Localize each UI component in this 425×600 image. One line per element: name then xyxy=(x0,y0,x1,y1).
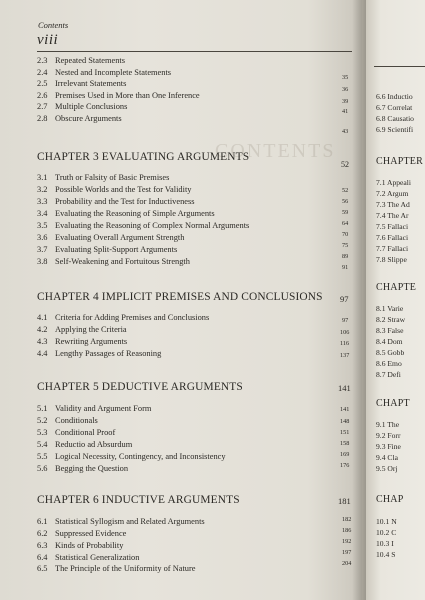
toc-entry: 9.4 Cla xyxy=(376,453,398,462)
toc-entry: 4.1 Criteria for Adding Premises and Conclusions xyxy=(37,313,210,322)
toc-page-number: 116 xyxy=(340,340,350,347)
toc-entry: 6.3 Kinds of Probability xyxy=(37,541,124,550)
toc-entry: 9.5 Orj xyxy=(376,464,398,473)
chapter-page-number: 141 xyxy=(338,383,351,393)
toc-entry: 3.1 Truth or Falsity of Basic Premises xyxy=(37,173,170,182)
page-number: viii xyxy=(37,32,59,48)
toc-entry: 10.4 S xyxy=(376,550,396,559)
toc-entry: 9.2 Forr xyxy=(376,431,401,440)
toc-page-number: 141 xyxy=(340,406,350,413)
chapter-heading: CHAPT xyxy=(376,398,410,409)
toc-entry: 10.2 C xyxy=(376,528,397,537)
toc-entry: 7.1 Appeali xyxy=(376,178,412,187)
toc-page-number: 59 xyxy=(342,209,349,216)
toc-entry: 2.6 Premises Used in More than One Inference xyxy=(37,91,200,100)
toc-page-number: 97 xyxy=(342,317,349,324)
toc-page-number: 64 xyxy=(342,220,349,227)
toc-entry: 4.2 Applying the Criteria xyxy=(37,325,127,334)
toc-entry: 6.1 Statistical Syllogism and Related Arguments xyxy=(37,517,205,526)
toc-page-number: 137 xyxy=(340,352,350,359)
toc-entry: 2.7 Multiple Conclusions xyxy=(37,102,128,111)
toc-entry: 7.3 The Ad xyxy=(376,200,410,209)
right-page xyxy=(366,0,425,600)
toc-entry: 8.3 False xyxy=(376,326,404,335)
chapter-page-number: 97 xyxy=(340,294,349,304)
header-rule xyxy=(37,51,352,52)
toc-page-number: 158 xyxy=(340,440,350,447)
toc-entry: 2.4 Nested and Incomplete Statements xyxy=(37,68,172,77)
toc-entry: 3.4 Evaluating the Reasoning of Simple Arguments xyxy=(37,209,215,218)
toc-entry: 5.5 Logical Necessity, Contingency, and Inconsistency xyxy=(37,452,226,461)
toc-entry: 6.2 Suppressed Evidence xyxy=(37,529,127,538)
toc-entry: 2.8 Obscure Arguments xyxy=(37,114,122,123)
chapter-heading: CHAP xyxy=(376,494,404,505)
toc-entry: 5.2 Conditionals xyxy=(37,416,98,425)
running-head: Contents xyxy=(38,20,69,30)
toc-entry: 3.8 Self-Weakening and Fortuitous Strength xyxy=(37,257,190,266)
toc-entry: 4.3 Rewriting Arguments xyxy=(37,337,128,346)
toc-entry: 3.5 Evaluating the Reasoning of Complex Normal Arguments xyxy=(37,221,250,230)
toc-entry: 10.1 N xyxy=(376,517,397,526)
toc-entry: 3.7 Evaluating Split-Support Arguments xyxy=(37,245,178,254)
toc-entry: 6.5 The Principle of the Uniformity of Nature xyxy=(37,564,196,573)
toc-page-number: 151 xyxy=(340,429,350,436)
toc-entry: 3.2 Possible Worlds and the Test for Validity xyxy=(37,185,192,194)
toc-entry: 3.3 Probability and the Test for Inductiveness xyxy=(37,197,195,206)
toc-page-number: 52 xyxy=(342,187,349,194)
chapter-heading: CHAPTER 3 EVALUATING ARGUMENTS xyxy=(37,151,250,163)
toc-entry: 9.3 Fine xyxy=(376,442,401,451)
toc-page-number: 169 xyxy=(340,451,350,458)
chapter-heading: CHAPTER 4 IMPLICIT PREMISES AND CONCLUSIONS xyxy=(37,291,323,303)
toc-page-number: 148 xyxy=(340,418,350,425)
toc-page-number: 204 xyxy=(342,560,352,567)
chapter-page-number: 52 xyxy=(341,160,349,169)
toc-entry: 5.6 Begging the Question xyxy=(37,464,129,473)
toc-entry: 7.8 Slippe xyxy=(376,255,407,264)
toc-entry: 6.6 Inductio xyxy=(376,92,413,101)
toc-page-number: 56 xyxy=(342,198,349,205)
bleed-through-text: CONTENTS xyxy=(215,140,336,162)
toc-page-number: 192 xyxy=(342,538,352,545)
toc-entry: 8.2 Straw xyxy=(376,315,406,324)
toc-entry: 7.2 Argum xyxy=(376,189,409,198)
toc-page-number: 41 xyxy=(342,108,349,115)
toc-entry: 10.3 I xyxy=(376,539,394,548)
toc-entry: 2.5 Irrelevant Statements xyxy=(37,79,127,88)
chapter-heading: CHAPTER 6 INDUCTIVE ARGUMENTS xyxy=(37,494,240,506)
toc-entry: 8.5 Gobb xyxy=(376,348,405,357)
toc-entry: 7.7 Fallaci xyxy=(376,244,409,253)
chapter-heading: CHAPTER 5 DEDUCTIVE ARGUMENTS xyxy=(37,381,243,393)
toc-page-number: 182 xyxy=(342,516,352,523)
chapter-page-number: 181 xyxy=(338,496,351,506)
toc-entry: 7.5 Fallaci xyxy=(376,222,409,231)
toc-entry: 3.6 Evaluating Overall Argument Strength xyxy=(37,233,185,242)
toc-entry: 8.6 Emo xyxy=(376,359,402,368)
toc-entry: 8.1 Varie xyxy=(376,304,404,313)
toc-entry: 6.8 Causatio xyxy=(376,114,414,123)
toc-entry: 9.1 The xyxy=(376,420,400,429)
toc-entry: 8.4 Dom xyxy=(376,337,403,346)
chapter-heading: CHAPTE xyxy=(376,282,417,293)
toc-entry: 6.4 Statistical Generalization xyxy=(37,553,140,562)
toc-page-number: 89 xyxy=(342,253,349,260)
toc-page-number: 75 xyxy=(342,242,349,249)
chapter-heading: CHAPTER xyxy=(376,156,423,167)
toc-page-number: 35 xyxy=(342,74,349,81)
toc-entry: 5.4 Reductio ad Absurdum xyxy=(37,440,133,449)
toc-page-number: 91 xyxy=(342,264,349,271)
toc-entry: 6.7 Correlat xyxy=(376,103,413,112)
toc-page-number: 106 xyxy=(340,329,350,336)
toc-entry: 8.7 Defi xyxy=(376,370,401,379)
toc-entry: 6.9 Scientifi xyxy=(376,125,414,134)
toc-page-number: 39 xyxy=(342,98,349,105)
toc-page-number: 176 xyxy=(340,462,350,469)
toc-page-number: 186 xyxy=(342,527,352,534)
toc-page-number: 197 xyxy=(342,549,352,556)
toc-entry: 5.3 Conditional Proof xyxy=(37,428,116,437)
toc-entry: 5.1 Validity and Argument Form xyxy=(37,404,152,413)
toc-entry: 4.4 Lengthy Passages of Reasoning xyxy=(37,349,162,358)
toc-page-number: 70 xyxy=(342,231,349,238)
toc-page-number: 36 xyxy=(342,86,349,93)
toc-page-number: 43 xyxy=(342,128,349,135)
header-rule xyxy=(374,66,425,67)
toc-entry: 7.4 The Ar xyxy=(376,211,409,220)
toc-entry: 7.6 Fallaci xyxy=(376,233,409,242)
toc-entry: 2.3 Repeated Statements xyxy=(37,56,126,65)
